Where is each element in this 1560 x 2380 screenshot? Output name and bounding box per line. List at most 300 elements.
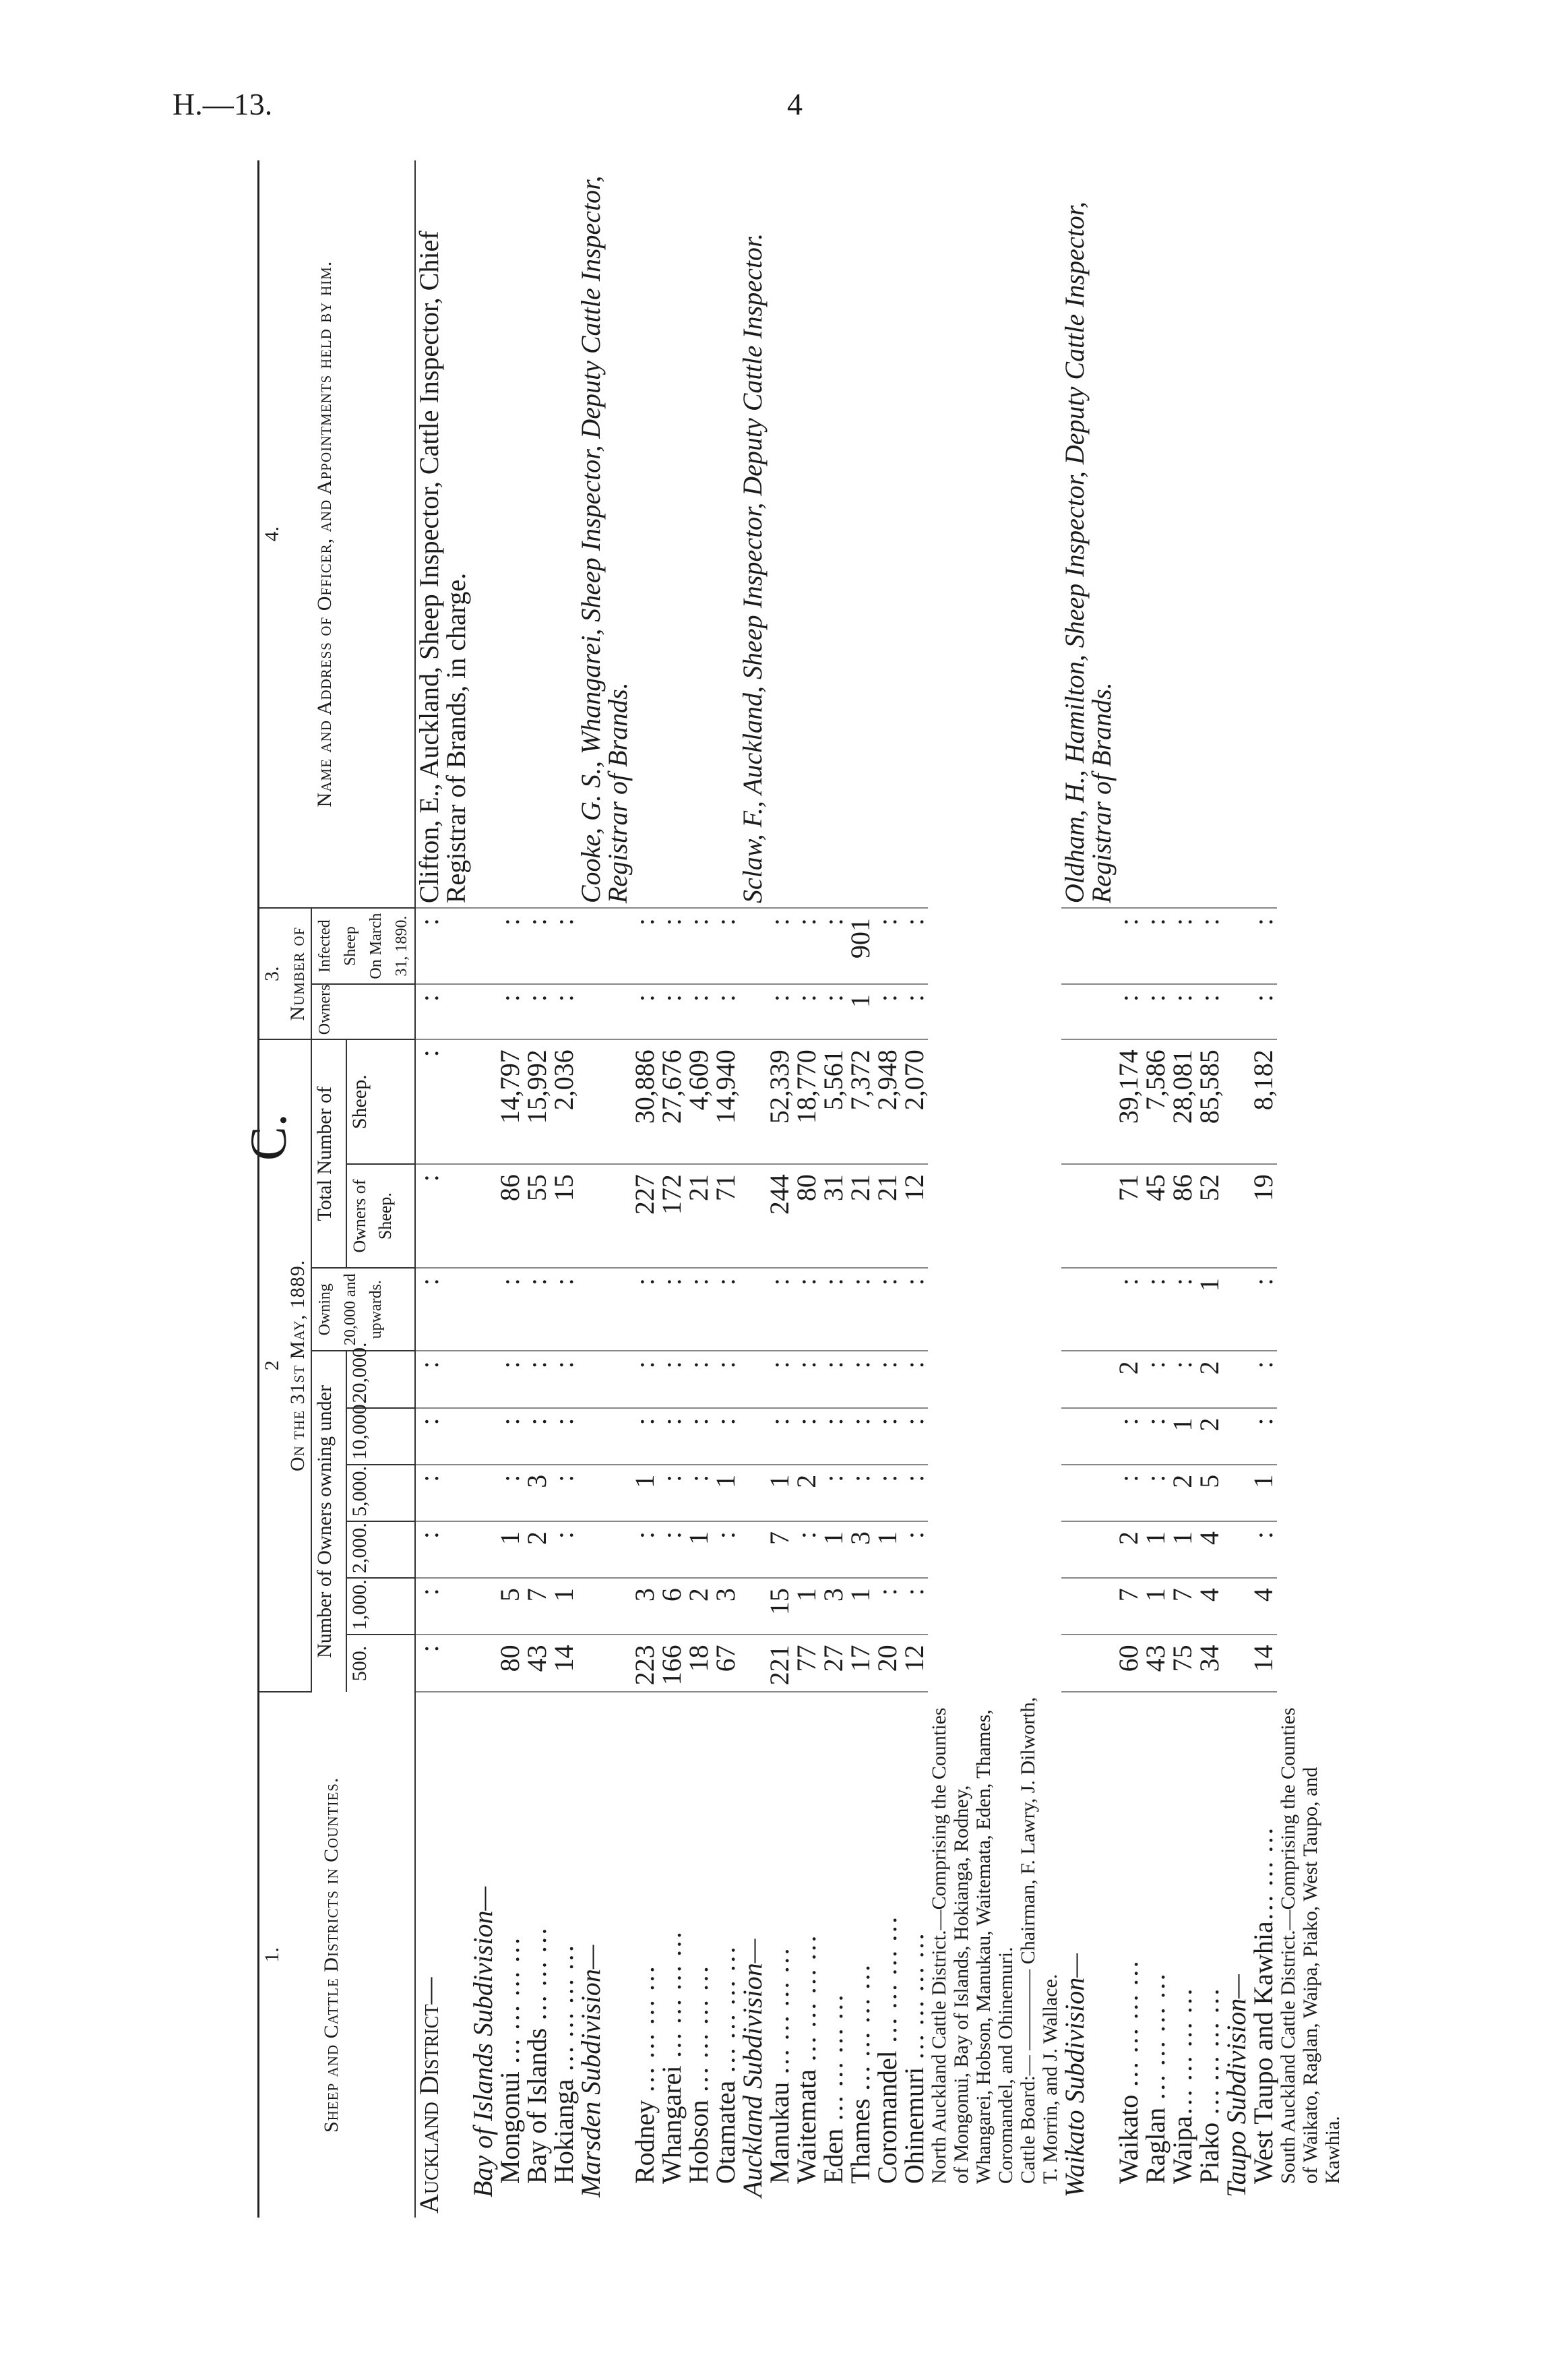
cell-u5000: 3 [524, 1465, 551, 1521]
cell-owners: 15 [551, 1164, 578, 1268]
cell-u20000: : [712, 1351, 739, 1407]
cell-u500: 77 [793, 1635, 820, 1691]
cell-u20000: : [1142, 1351, 1169, 1407]
district-name: Marsden Subdivision— [575, 1945, 606, 2197]
cell-u1000 [1061, 1578, 1115, 1635]
cell-u5000: : [497, 1465, 524, 1521]
officer-cell [1223, 160, 1250, 908]
cell-u5000 [1223, 1465, 1250, 1521]
table-row [685, 160, 712, 2218]
officer-cell [524, 160, 551, 908]
cell-u500: 67 [712, 1635, 739, 1691]
officer-cell [658, 160, 685, 908]
cell-up: : [658, 1268, 685, 1351]
cell-u5000: : [415, 1465, 470, 1521]
cell-up [470, 1268, 497, 1351]
cell-inf_s: : [524, 908, 551, 984]
district-name: Taupo Subdivision— [1221, 1974, 1251, 2197]
cell-inf_o: : [901, 984, 928, 1039]
cell-u10000: 1 [1169, 1408, 1196, 1465]
cell-inf_o [470, 984, 497, 1039]
cell-u10000 [1061, 1408, 1115, 1465]
cell-owners [578, 1164, 631, 1268]
cell-u10000: : [847, 1408, 874, 1465]
cell-inf_o: : [712, 984, 739, 1039]
table-row [901, 160, 928, 2218]
cell-u1000 [470, 1578, 497, 1635]
table-row [551, 160, 578, 2218]
cell-up: : [415, 1268, 470, 1351]
cell-inf_o: 1 [847, 984, 874, 1039]
cell-owners [1223, 1164, 1250, 1268]
cell-inf_o: : [874, 984, 901, 1039]
cell-inf_o: : [685, 984, 712, 1039]
cell-u1000: 4 [1250, 1578, 1277, 1635]
cell-u1000: 1 [551, 1578, 578, 1635]
cell-up: : [1115, 1268, 1142, 1351]
cell-u10000: : [415, 1408, 470, 1465]
cell-u1000: 6 [658, 1578, 685, 1635]
cell-sheep: 85,585 [1196, 1039, 1223, 1164]
officer-cell [847, 160, 874, 908]
officer-cell [470, 160, 497, 908]
cell-inf_o: : [766, 984, 793, 1039]
cell-u500: 166 [658, 1635, 685, 1691]
cell-u5000: : [901, 1465, 928, 1521]
cell-sheep: 7,372 [847, 1039, 874, 1164]
cell-u20000: : [820, 1351, 847, 1407]
district-name: Thames … … … … [845, 1963, 875, 2184]
cell-u20000 [470, 1351, 497, 1407]
cell-u1000: 3 [631, 1578, 658, 1635]
cell-u2000: : [712, 1521, 739, 1578]
table-row [1196, 160, 1223, 2218]
cell-inf_o: : [497, 984, 524, 1039]
cell-u10000: : [551, 1408, 578, 1465]
cell-owners: 45 [1142, 1164, 1169, 1268]
cell-u5000: : [551, 1465, 578, 1521]
cell-sheep: 2,036 [551, 1039, 578, 1164]
cell-inf_o: : [551, 984, 578, 1039]
officer-cell [766, 160, 793, 908]
cell-u10000 [470, 1408, 497, 1465]
cell-owners [470, 1164, 497, 1268]
cell-u500: 14 [1250, 1635, 1277, 1691]
district-name: Rodney … … … … [629, 1965, 660, 2184]
cell-owners: 12 [901, 1164, 928, 1268]
district-name: Hokianga … … … … [549, 1944, 579, 2184]
cell-inf_s: : [658, 908, 685, 984]
district-name: Manukau … … … … [764, 1947, 794, 2184]
cell-sheep [1223, 1039, 1250, 1164]
cell-u500: 14 [551, 1635, 578, 1691]
officer-cell [497, 160, 524, 908]
district-name: Bay of Islands … … … [522, 1926, 552, 2184]
cell-inf_s: : [1169, 908, 1196, 984]
cell-inf_s: : [820, 908, 847, 984]
sheep-table [257, 160, 1344, 2218]
district-name: Bay of Islands Subdivision— [468, 1886, 498, 2197]
cell-u2000: : [551, 1521, 578, 1578]
officer-cell [820, 160, 847, 908]
cell-u10000: : [658, 1408, 685, 1465]
table-row [1250, 160, 1277, 2218]
u20000-header: 20,000. [346, 1351, 415, 1407]
district-name: Waipa… … … … [1167, 1987, 1197, 2184]
cell-u10000: : [820, 1408, 847, 1465]
cell-sheep: 27,676 [658, 1039, 685, 1164]
cell-u1000: : [874, 1578, 901, 1635]
cell-u1000: 2 [685, 1578, 712, 1635]
district-name: Ohinemuri … … … … [899, 1932, 929, 2184]
cell-u10000: : [524, 1408, 551, 1465]
cell-u500 [578, 1635, 631, 1691]
cell-u20000 [1061, 1351, 1115, 1407]
cell-u2000: 3 [847, 1521, 874, 1578]
cell-inf_o [1223, 984, 1250, 1039]
page-number: 4 [787, 87, 803, 121]
cell-u500 [1061, 1635, 1115, 1691]
cell-up: : [766, 1268, 793, 1351]
cell-up: : [793, 1268, 820, 1351]
sheep-header: Sheep. [346, 1039, 415, 1164]
cell-u500 [1223, 1635, 1250, 1691]
table-row [578, 160, 631, 2218]
cell-owners: 244 [766, 1164, 793, 1268]
cell-u1000: 15 [766, 1578, 793, 1635]
cell-u1000 [739, 1578, 766, 1635]
cell-u5000: 1 [712, 1465, 739, 1521]
cell-u500: 34 [1196, 1635, 1223, 1691]
cell-u5000: 1 [1250, 1465, 1277, 1521]
cell-u10000: : [1142, 1408, 1169, 1465]
cell-u2000: 1 [1142, 1521, 1169, 1578]
cell-u10000: : [766, 1408, 793, 1465]
cell-u2000: : [793, 1521, 820, 1578]
table-row [712, 160, 739, 2218]
cell-u5000: : [1142, 1465, 1169, 1521]
cell-u2000: 2 [524, 1521, 551, 1578]
cell-u5000: 1 [766, 1465, 793, 1521]
cell-inf_s: 901 [847, 908, 874, 984]
cell-u20000 [578, 1351, 631, 1407]
cell-up: : [551, 1268, 578, 1351]
cell-u1000: 1 [1142, 1578, 1169, 1635]
upwards-header: Owning 20,000 and upwards. [311, 1268, 415, 1351]
owners-header: Owners [311, 984, 415, 1039]
cell-inf_s: : [766, 908, 793, 984]
cell-up: : [1142, 1268, 1169, 1351]
table-row [415, 160, 470, 2218]
cell-sheep: 39,174 [1115, 1039, 1142, 1164]
cell-u10000: : [685, 1408, 712, 1465]
cell-u20000: 2 [1196, 1351, 1223, 1407]
cell-u20000: : [847, 1351, 874, 1407]
cell-u2000 [578, 1521, 631, 1578]
table-notes-north [928, 160, 1061, 2218]
cell-owners: 86 [497, 1164, 524, 1268]
cell-up: : [1169, 1268, 1196, 1351]
cell-u2000: : [415, 1521, 470, 1578]
district-name: Auckland District— [414, 1977, 444, 2214]
cell-u10000: : [497, 1408, 524, 1465]
cell-owners: 31 [820, 1164, 847, 1268]
cell-u500: : [415, 1635, 470, 1691]
cell-u500: 17 [847, 1635, 874, 1691]
total-number-header: Total Number of [311, 1039, 346, 1268]
cell-u20000: : [874, 1351, 901, 1407]
cell-u1000: 3 [820, 1578, 847, 1635]
cell-u2000 [739, 1521, 766, 1578]
table-row [524, 160, 551, 2218]
cell-inf_s: : [1142, 908, 1169, 984]
cell-inf_s [739, 908, 766, 984]
cell-u1000: 1 [793, 1578, 820, 1635]
cell-inf_o: : [1169, 984, 1196, 1039]
cell-sheep: 5,561 [820, 1039, 847, 1164]
officer-cell [1142, 160, 1169, 908]
cell-inf_s: : [497, 908, 524, 984]
cell-u5000: : [874, 1465, 901, 1521]
cell-up: : [820, 1268, 847, 1351]
cell-owners: 71 [1115, 1164, 1142, 1268]
cell-owners: 86 [1169, 1164, 1196, 1268]
table-row [631, 160, 658, 2218]
cell-sheep: : [415, 1039, 470, 1164]
table-body-north [415, 160, 928, 2218]
officer-cell [631, 160, 658, 908]
table-row [874, 160, 901, 2218]
cell-up: : [497, 1268, 524, 1351]
officer-cell [685, 160, 712, 908]
cell-sheep: 18,770 [793, 1039, 820, 1164]
cell-u500: 80 [497, 1635, 524, 1691]
cell-u1000: 1 [847, 1578, 874, 1635]
officer-cell: Clifton, E., Auckland, Sheep Inspector, Cattle Inspector, Chief Registrar of Brands, in charge. [415, 160, 470, 908]
cell-u5000 [1061, 1465, 1115, 1521]
u10000-header: 10,000. [346, 1408, 415, 1465]
cell-u1000: 3 [712, 1578, 739, 1635]
district-name: Waitemata … … … … [791, 1934, 821, 2184]
officer-cell [874, 160, 901, 908]
u1000-header: 1,000. [346, 1578, 415, 1635]
cell-sheep: 4,609 [685, 1039, 712, 1164]
table-row [820, 160, 847, 2218]
cell-up: : [874, 1268, 901, 1351]
cell-owners: 21 [847, 1164, 874, 1268]
cell-u20000: : [631, 1351, 658, 1407]
cell-inf_s: : [631, 908, 658, 984]
cell-u5000 [470, 1465, 497, 1521]
district-name: Raglan … … … … [1140, 1972, 1171, 2184]
cell-u500: 18 [685, 1635, 712, 1691]
south-note: South Auckland Cattle District.—Comprising the Counties of Waikato, Raglan, Waipa, Piako, West Taupo, and Kawhia. [1277, 1707, 1344, 2184]
owners-of-sheep-header: Owners of Sheep. [346, 1164, 415, 1268]
cell-up [739, 1268, 766, 1351]
cell-owners [739, 1164, 766, 1268]
cell-inf_s: : [712, 908, 739, 984]
cell-sheep: 15,992 [524, 1039, 551, 1164]
district-name: Piako … … … … [1194, 1987, 1224, 2184]
table-row [1061, 160, 1115, 2218]
cell-u1000: : [901, 1578, 928, 1635]
table-row [1142, 160, 1169, 2218]
cell-u500: 221 [766, 1635, 793, 1691]
table-row [497, 160, 524, 2218]
cell-u2000 [1061, 1521, 1115, 1578]
cell-u20000: : [1250, 1351, 1277, 1407]
cell-u10000: : [874, 1408, 901, 1465]
cell-sheep: 14,797 [497, 1039, 524, 1164]
cell-u10000: : [631, 1408, 658, 1465]
district-name: West Taupo and Kawhia… … … [1248, 1827, 1278, 2184]
cell-up: 1 [1196, 1268, 1223, 1351]
cell-u10000: : [901, 1408, 928, 1465]
cell-owners: 71 [712, 1164, 739, 1268]
cell-inf_s: : [685, 908, 712, 984]
cell-inf_s: : [1115, 908, 1142, 984]
cell-u5000: 2 [793, 1465, 820, 1521]
cell-u2000: 1 [1169, 1521, 1196, 1578]
u5000-header: 5,000. [346, 1465, 415, 1521]
cell-u5000: : [847, 1465, 874, 1521]
cell-owners [1061, 1164, 1115, 1268]
cell-inf_o: : [1250, 984, 1277, 1039]
cell-u20000: : [901, 1351, 928, 1407]
cell-inf_s: : [874, 908, 901, 984]
district-name: Mongonui … … … … [495, 1936, 525, 2184]
infected-sheep-header: Infected Sheep On March 31, 1890. [311, 908, 415, 984]
rotated-table-area [257, 160, 1408, 2218]
table-row [1169, 160, 1196, 2218]
cell-up: : [631, 1268, 658, 1351]
cell-inf_o [739, 984, 766, 1039]
cell-u1000: 5 [497, 1578, 524, 1635]
cell-u20000: 2 [1115, 1351, 1142, 1407]
cell-inf_o [578, 984, 631, 1039]
north-note: North Auckland Cattle District.—Comprising the Counties of Mongonui, Bay of Islands, Hokianga, Rodney, Whangarei, Hobson, Manukau, Waitemata, Eden, Thames, Coromandel, and Ohinemuri. [928, 1707, 1017, 2184]
cell-u20000: : [415, 1351, 470, 1407]
table-row [1115, 160, 1142, 2218]
page-reference: H.—13. [173, 87, 273, 121]
cell-inf_s [470, 908, 497, 984]
u500-header: 500. [346, 1635, 415, 1691]
cell-owners: 21 [685, 1164, 712, 1268]
cell-owners: 172 [658, 1164, 685, 1268]
cell-u10000 [739, 1408, 766, 1465]
district-name: Coromandel … … … … [872, 1916, 902, 2184]
cell-u1000 [578, 1578, 631, 1635]
cell-u2000: 1 [820, 1521, 847, 1578]
cell-inf_o: : [631, 984, 658, 1039]
cell-u5000: : [685, 1465, 712, 1521]
cell-u2000: 7 [766, 1521, 793, 1578]
officer-cell: Cooke, G. S., Whangarei, Sheep Inspector, Deputy Cattle Inspector, Registrar of Brands. [578, 160, 631, 908]
table-row [739, 160, 766, 2218]
cell-sheep [578, 1039, 631, 1164]
owners-under-header: Number of Owners owning under [311, 1351, 346, 1691]
cell-inf_o [1061, 984, 1115, 1039]
cell-u2000: 4 [1196, 1521, 1223, 1578]
district-name: Whangarei … … … … [656, 1930, 687, 2184]
cell-u20000: : [551, 1351, 578, 1407]
cell-up: : [901, 1268, 928, 1351]
officer-cell: Sclaw, F., Auckland, Sheep Inspector, Deputy Cattle Inspector. [739, 160, 766, 908]
cell-inf_o: : [1196, 984, 1223, 1039]
cell-inf_o: : [793, 984, 820, 1039]
cell-u500: 12 [901, 1635, 928, 1691]
cell-sheep: 30,886 [631, 1039, 658, 1164]
col3-header: 3. Number of [259, 908, 312, 1039]
cell-up: : [1250, 1268, 1277, 1351]
cell-inf_o: : [1115, 984, 1142, 1039]
cell-sheep: 52,339 [766, 1039, 793, 1164]
officer-cell [551, 160, 578, 908]
cell-inf_o: : [1142, 984, 1169, 1039]
table-notes-south [1277, 160, 1344, 2218]
cell-u20000: : [497, 1351, 524, 1407]
cell-inf_s: : [1196, 908, 1223, 984]
cell-up [1061, 1268, 1115, 1351]
cell-u2000 [470, 1521, 497, 1578]
cell-u2000 [1223, 1521, 1250, 1578]
district-name: Auckland Subdivision— [737, 1939, 768, 2197]
cell-up [578, 1268, 631, 1351]
cell-owners: 55 [524, 1164, 551, 1268]
cell-inf_s [1061, 908, 1115, 984]
cell-u1000: 7 [1169, 1578, 1196, 1635]
cell-u10000 [1223, 1408, 1250, 1465]
cell-u500: 27 [820, 1635, 847, 1691]
cell-u2000: 2 [1115, 1521, 1142, 1578]
cell-u20000: : [524, 1351, 551, 1407]
cell-u1000: 4 [1196, 1578, 1223, 1635]
cell-sheep: 7,586 [1142, 1039, 1169, 1164]
officer-cell [1250, 160, 1277, 908]
cell-u20000: : [685, 1351, 712, 1407]
cell-owners: 80 [793, 1164, 820, 1268]
cell-sheep: 2,070 [901, 1039, 928, 1164]
cell-u500 [739, 1635, 766, 1691]
cell-inf_o: : [524, 984, 551, 1039]
cell-up: : [847, 1268, 874, 1351]
district-name: Eden … … … … [818, 1993, 848, 2184]
col4-header: 4. Name and Address of Officer, and Appointments held by him. [259, 160, 416, 908]
cell-up: : [685, 1268, 712, 1351]
cell-owners: 52 [1196, 1164, 1223, 1268]
cell-u500: 60 [1115, 1635, 1142, 1691]
cell-u2000: : [631, 1521, 658, 1578]
district-name: Waikato Subdivision— [1059, 1953, 1090, 2197]
col1-header: 1. Sheep and Cattle Districts in Counties. [259, 1692, 416, 2218]
cell-u2000: 1 [874, 1521, 901, 1578]
table-row [847, 160, 874, 2218]
cell-inf_s: : [793, 908, 820, 984]
cell-owners: : [415, 1164, 470, 1268]
cell-u5000: 5 [1196, 1465, 1223, 1521]
table-row [766, 160, 793, 2218]
officer-cell [901, 160, 928, 908]
section-letter: C. [241, 1113, 297, 1161]
cell-inf_s: : [415, 908, 470, 984]
cell-u5000: 1 [631, 1465, 658, 1521]
officer-cell [1169, 160, 1196, 908]
cell-u20000 [739, 1351, 766, 1407]
cell-u500: 20 [874, 1635, 901, 1691]
cell-u1000: 7 [524, 1578, 551, 1635]
col2-header: 2 On the 31st May, 1889. [259, 1039, 312, 1691]
cell-u10000: : [1250, 1408, 1277, 1465]
